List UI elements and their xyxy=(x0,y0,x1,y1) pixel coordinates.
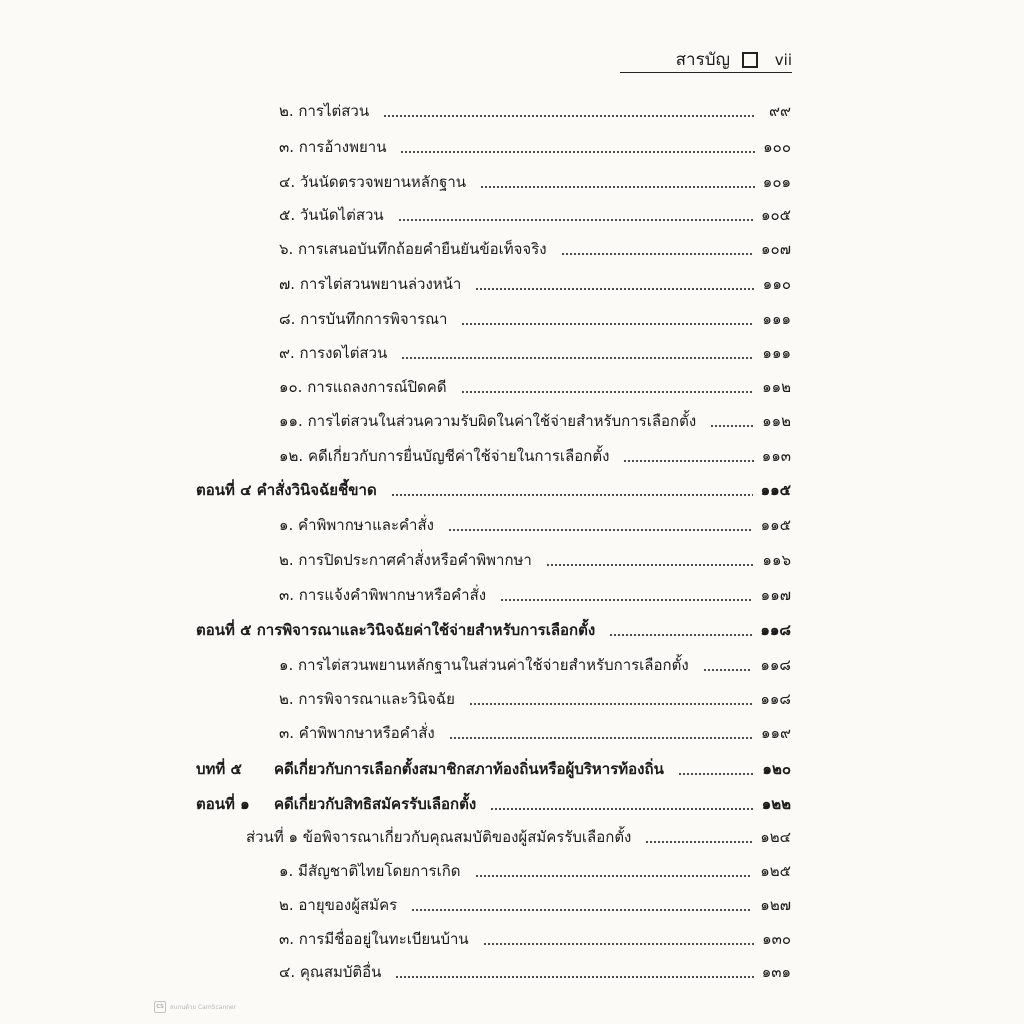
toc-entry-label: ๓. การมีชื่ออยู่ในทะเบียนบ้าน xyxy=(279,930,469,948)
toc-entry xyxy=(279,409,791,431)
dot-leader xyxy=(609,634,752,636)
dot-leader xyxy=(469,703,753,705)
toc-entry-label: ๓. การอ้างพยาน xyxy=(279,138,387,156)
toc-entry-page: ๑๐๗ xyxy=(761,240,791,258)
dot-leader xyxy=(449,737,753,739)
toc-entry-label: ส่วนที่ ๑ ข้อพิจารณาเกี่ยวกับคุณสมบัติของผู้สมัครรับเลือกตั้ง xyxy=(246,828,632,846)
toc-entry-label: ๑. การไต่สวนพยานหลักฐานในส่วนค่าใช้จ่ายสำหรับการเลือกตั้ง xyxy=(279,656,689,674)
dot-leader xyxy=(401,357,754,359)
section-number: ตอนที่ ๑ xyxy=(196,795,250,813)
dot-leader xyxy=(395,976,753,978)
dot-leader xyxy=(490,808,754,810)
dot-leader xyxy=(500,599,753,601)
toc-entry-page: ๑๑๑ xyxy=(762,344,791,362)
toc-entry xyxy=(279,203,791,225)
toc-entry xyxy=(279,341,791,363)
toc-entry-label: ๗. การไต่สวนพยานล่วงหน้า xyxy=(279,275,462,293)
toc-subsection-entry xyxy=(246,825,791,847)
toc-entry-label: ๑. คำพิพากษาและคำสั่ง xyxy=(279,516,434,534)
dot-leader xyxy=(400,151,755,153)
toc-entry xyxy=(279,272,791,294)
toc-entry-page: ๑๒๐ xyxy=(762,760,791,778)
dot-leader xyxy=(475,875,753,877)
toc-entry xyxy=(279,170,791,192)
toc-entry-page: ๑๑๗ xyxy=(760,586,791,604)
toc-entry xyxy=(279,548,791,570)
dot-leader xyxy=(383,115,755,117)
dot-leader xyxy=(561,253,753,255)
toc-entry xyxy=(279,859,791,881)
toc-entry xyxy=(279,375,791,397)
toc-entry-label: ๑๒. คดีเกี่ยวกับการยื่นบัญชีค่าใช้จ่ายในการเลือกตั้ง xyxy=(279,447,610,465)
dot-leader xyxy=(623,460,753,462)
dot-leader xyxy=(480,186,755,188)
toc-entry-page: ๑๑๘ xyxy=(760,690,791,708)
dot-leader xyxy=(710,425,754,427)
toc-entry xyxy=(279,237,791,259)
toc-entry-page: ๑๑๘ xyxy=(760,656,791,674)
toc-entry-label: ๔. คุณสมบัติอื่น xyxy=(279,963,382,981)
dot-leader xyxy=(411,909,752,911)
toc-entry-page: ๙๙ xyxy=(769,102,791,120)
watermark-text: สแกนด้วย CamScanner xyxy=(170,1004,237,1011)
toc-section-entry xyxy=(196,792,791,814)
toc-entry-page: ๑๑๐ xyxy=(762,275,791,293)
toc-entry-label: ๘. การบันทึกการพิจารณา xyxy=(279,310,448,328)
dot-leader xyxy=(461,391,755,393)
dot-leader xyxy=(678,773,755,775)
toc-entry-page: ๑๑๕ xyxy=(760,516,791,534)
dot-leader xyxy=(546,564,755,566)
toc-entry-page: ๑๑๓ xyxy=(761,447,791,465)
dot-leader xyxy=(475,288,754,290)
toc-entry-page: ๑๒๔ xyxy=(760,828,791,846)
toc-entry-page: ๑๑๑ xyxy=(762,310,791,328)
toc-section-entry xyxy=(196,478,791,500)
toc-entry-label: ๑. มีสัญชาติไทยโดยการเกิด xyxy=(279,862,461,880)
header-title: สารบัญ xyxy=(675,50,730,70)
dot-leader xyxy=(645,841,752,843)
toc-entry xyxy=(279,653,791,675)
toc-entry-label: ๑๑. การไต่สวนในส่วนความรับผิดในค่าใช้จ่ายสำหรับการเลือกตั้ง xyxy=(279,412,697,430)
toc-entry-label: ตอนที่ ๕ การพิจารณาและวินิจฉัยค่าใช้จ่ายสำหรับการเลือกตั้ง xyxy=(196,621,596,639)
toc-entry-page: ๑๐๐ xyxy=(763,138,791,156)
toc-entry-page: ๑๑๘ xyxy=(760,621,791,639)
camscanner-logo-icon: CS xyxy=(154,1001,166,1013)
header-page-number: vii xyxy=(774,51,792,69)
toc-entry-label: ๒. การพิจารณาและวินิจฉัย xyxy=(279,690,455,708)
toc-entry xyxy=(279,135,791,157)
toc-entry-page: ๑๒๗ xyxy=(760,896,791,914)
toc-entry xyxy=(279,307,791,329)
dot-leader xyxy=(398,219,753,221)
toc-section-entry xyxy=(196,618,791,640)
toc-entry-label: ๑๐. การแถลงการณ์ปิดคดี xyxy=(279,378,447,396)
toc-entry xyxy=(279,960,791,982)
toc-entry-page: ๑๑๒ xyxy=(762,378,791,396)
toc-entry-label: ๙. การงดไต่สวน xyxy=(279,344,388,362)
toc-entry-page: ๑๓๐ xyxy=(762,930,791,948)
toc-entry-page: ๑๑๙ xyxy=(760,724,791,742)
toc-entry-label: ๓. คำพิพากษาหรือคำสั่ง xyxy=(279,724,435,742)
toc-entry xyxy=(279,893,791,915)
toc-entry xyxy=(279,583,791,605)
toc-entry-label: คดีเกี่ยวกับสิทธิสมัครรับเลือกตั้ง xyxy=(274,795,477,813)
toc-entry-page: ๑๑๕ xyxy=(760,481,791,499)
dot-leader xyxy=(461,323,754,325)
toc-entry-page: ๑๒๒ xyxy=(761,795,791,813)
toc-entry-label: ๔. วันนัดตรวจพยานหลักฐาน xyxy=(279,173,467,191)
toc-entry-page: ๑๓๑ xyxy=(761,963,791,981)
toc-entry xyxy=(279,444,791,466)
chapter-number: บทที่ ๕ xyxy=(196,760,242,778)
toc-entry-label: ๒. การไต่สวน xyxy=(279,102,370,120)
toc-entry xyxy=(279,927,791,949)
dot-leader xyxy=(483,943,754,945)
toc-entry-label: ๓. การแจ้งคำพิพากษาหรือคำสั่ง xyxy=(279,586,487,604)
toc-entry-page: ๑๑๖ xyxy=(762,551,791,569)
toc-entry-page: ๑๐๑ xyxy=(762,173,791,191)
dot-leader xyxy=(391,494,753,496)
toc-chapter-entry xyxy=(196,757,791,779)
toc-entry xyxy=(279,99,791,121)
toc-entry xyxy=(279,687,791,709)
toc-entry-page: ๑๒๕ xyxy=(760,862,791,880)
toc-entry-page: ๑๑๒ xyxy=(762,412,791,430)
toc-entry-label: ตอนที่ ๔ คำสั่งวินิจฉัยชี้ขาด xyxy=(196,481,377,499)
dot-leader xyxy=(448,529,753,531)
toc-entry-label: ๒. อายุของผู้สมัคร xyxy=(279,896,398,914)
toc-entry-page: ๑๐๕ xyxy=(760,206,791,224)
toc-entry-label: ๒. การปิดประกาศคำสั่งหรือคำพิพากษา xyxy=(279,551,532,569)
toc-entry xyxy=(279,721,791,743)
toc-entry-label: คดีเกี่ยวกับการเลือกตั้งสมาชิกสภาท้องถิ่นหรือผู้บริหารท้องถิ่น xyxy=(274,760,664,778)
toc-entry-label: ๕. วันนัดไต่สวน xyxy=(279,206,384,224)
toc-entry xyxy=(279,513,791,535)
dot-leader xyxy=(703,669,753,671)
scanner-watermark xyxy=(154,1001,236,1013)
toc-entry-label: ๖. การเสนอบันทึกถ้อยคำยืนยันข้อเท็จจริง xyxy=(279,240,547,258)
